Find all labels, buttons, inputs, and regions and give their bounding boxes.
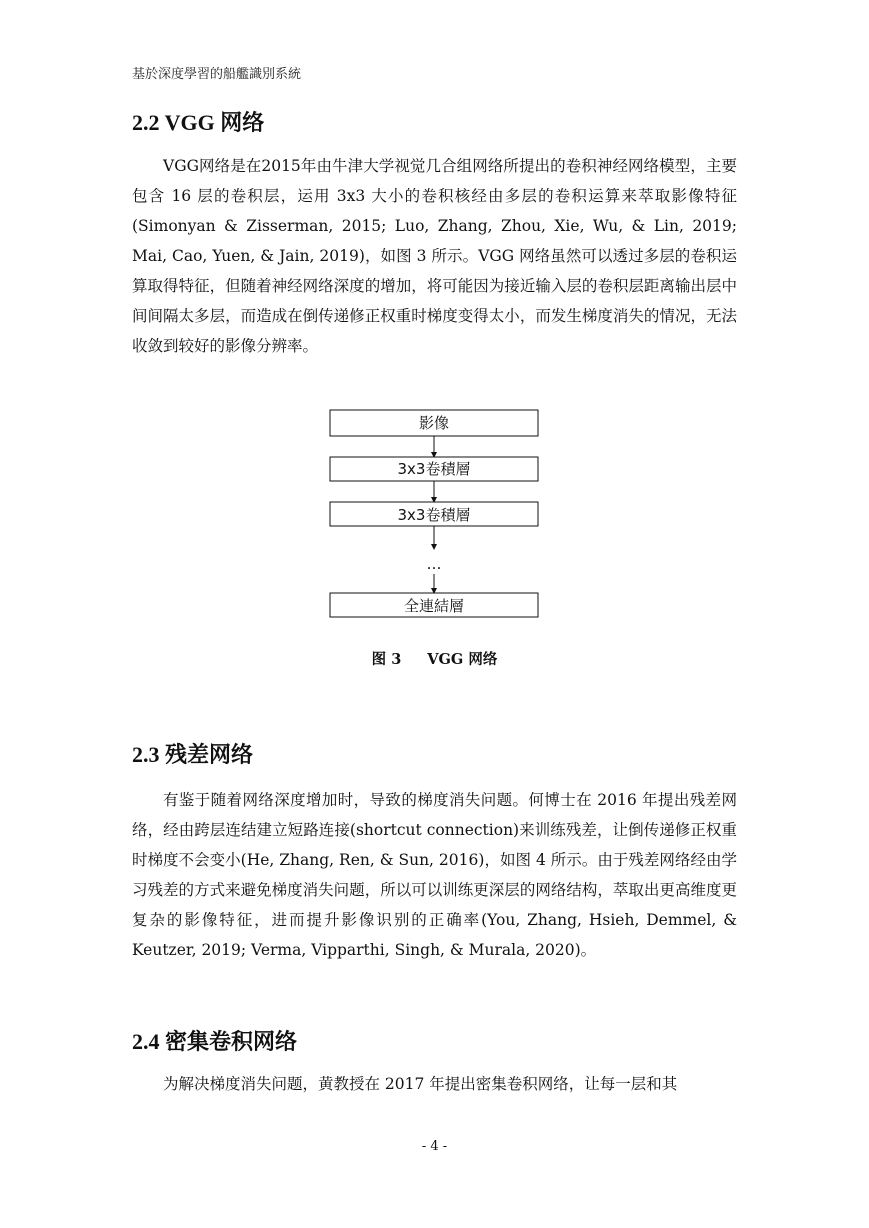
section-heading-2-3: 2.3 残差网络	[132, 742, 254, 767]
figure-caption-number: 图 3	[371, 651, 402, 668]
flow-box-fully-connected	[330, 593, 538, 617]
flow-box-conv-2	[330, 502, 538, 526]
figure-caption-title: VGG 网络	[427, 651, 498, 668]
paragraph-resnet: 有鉴于随着网络深度增加时，导致的梯度消失问题。何博士在 2016 年提出残差网络，经由跨层连结建立短路连接(shortcut connection)来训练残差，让倒传递修正权重时梯度不会变小(He, Zhang, Ren, & Sun, 2016)，如图 4 所示。由于残差网络经由学习残差的方式来避免梯度消失问题，所以可以训练更深层的网络结构，萃取出更高维度更复杂的影像特征，进而提升影像识别的正确率(You, Zhang, Hsieh, Demmel, & Keutzer, 2019; Verma, Vipparthi, Singh, & Murala, 2020)。	[132, 791, 737, 959]
flow-box-label: 全連結層	[403, 597, 465, 615]
section-heading-2-2: 2.2 VGG 网络	[132, 110, 265, 135]
page-number: - 4 -	[421, 1139, 448, 1154]
running-header: 基於深度學習的船艦識別系統	[132, 67, 302, 82]
flow-box-input	[330, 410, 538, 436]
flow-box-label: 3x3卷積層	[397, 460, 471, 478]
section-heading-2-4: 2.4 密集卷积网络	[132, 1029, 298, 1054]
flow-box-label: 影像	[418, 414, 450, 432]
flow-box-conv-1	[330, 457, 538, 481]
paragraph-densenet: 为解决梯度消失问题，黄教授在 2017 年提出密集卷积网络，让每一层和其	[163, 1075, 678, 1093]
flow-box-label: 3x3卷積層	[397, 506, 471, 524]
flow-ellipsis: …	[426, 555, 442, 573]
paragraph-vgg: VGG网络是在2015年由牛津大学视觉几合组网络所提出的卷积神经网络模型，主要包含 16 层的卷积层，运用 3x3 大小的卷积核经由多层的卷积运算来萃取影像特征(Simonyan & Zisserman, 2015; Luo, Zhang, Zhou, Xie, Wu, & Lin, 2019; Mai, Cao, Yuen, & Jain, 2019)，如图 3 所示。VGG 网络虽然可以透过多层的卷积运算取得特征，但随着神经网络深度的增加，将可能因为接近输入层的卷积层距离输出层中间间隔太多层，而造成在倒传递修正权重时梯度变得太小，而发生梯度消失的情况，无法收敛到较好的影像分辨率。	[132, 157, 737, 355]
figure-caption	[0, 648, 869, 669]
